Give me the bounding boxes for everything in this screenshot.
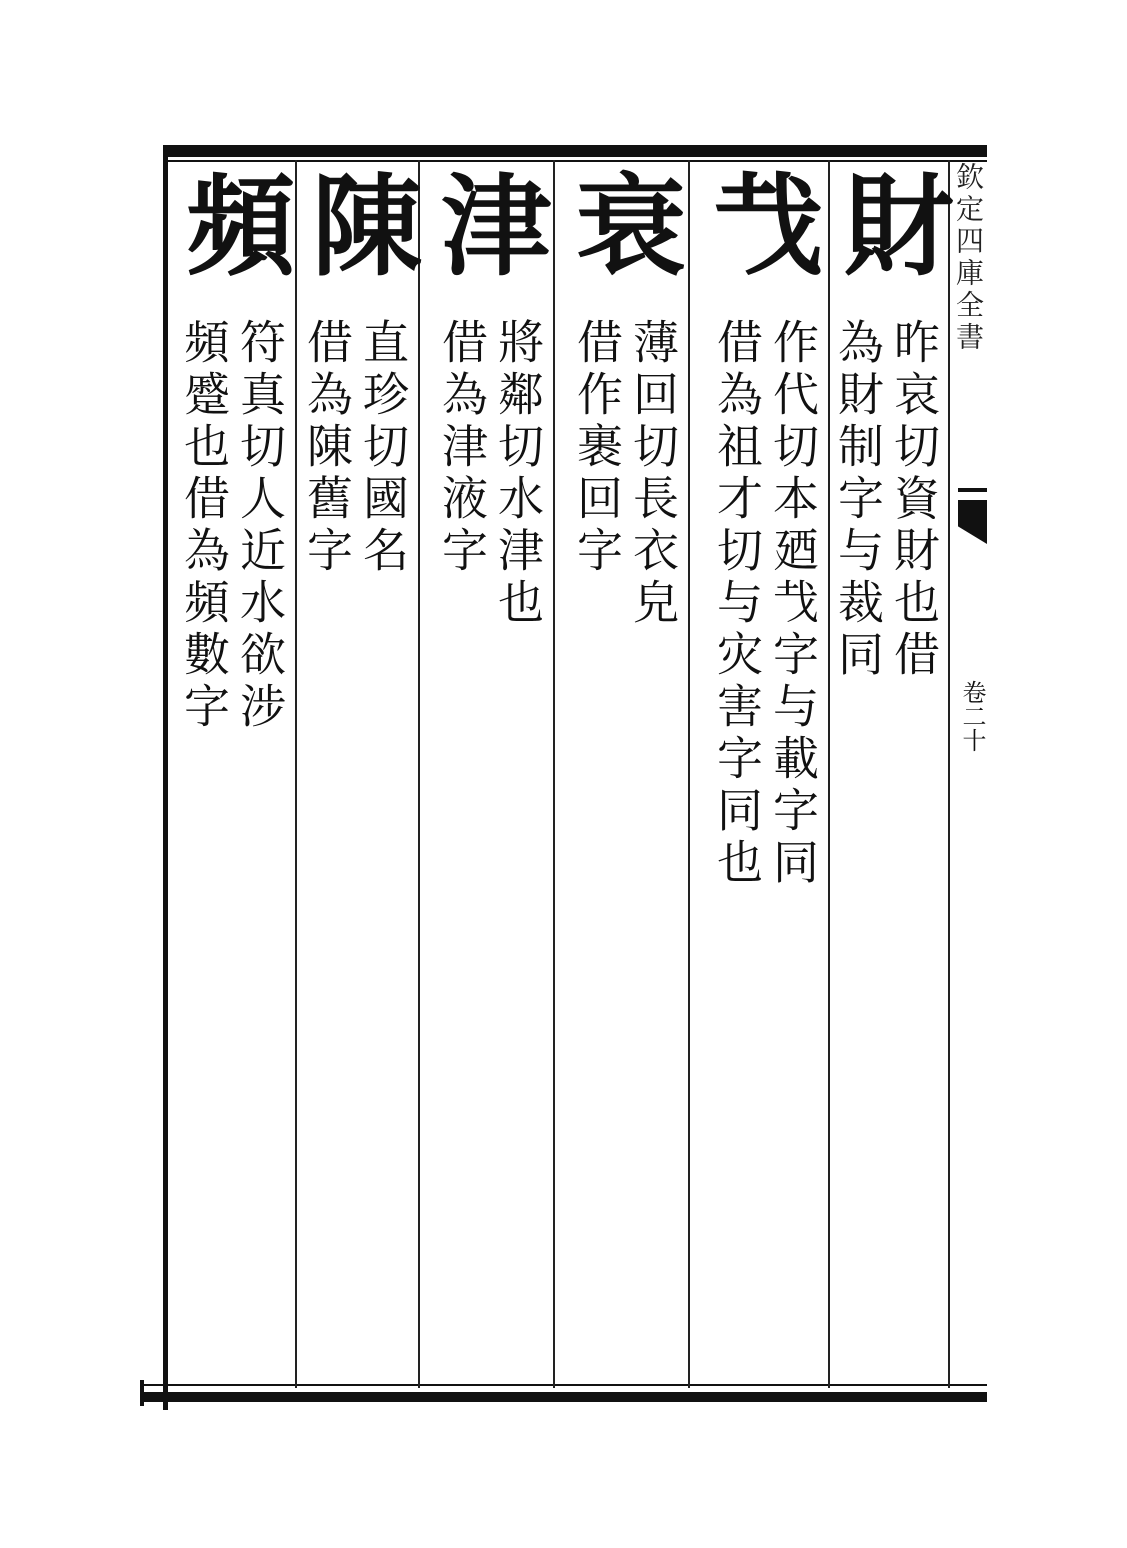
column-rule: [553, 160, 555, 1388]
gloss-line: 昨哀切資財也借: [887, 318, 941, 682]
entry-column: [294, 168, 423, 1383]
gloss-line: 符真切人近水欲涉: [233, 318, 287, 734]
frame-left-border: [163, 145, 168, 1410]
gloss-line: 借為津液字: [435, 318, 489, 578]
seal-headword: 頻: [168, 168, 297, 272]
seal-headword: 𢦏: [695, 168, 825, 272]
frame-top-border: [165, 145, 987, 157]
entry-column: [692, 168, 827, 1383]
book-title: 欽定四庫全書: [952, 162, 985, 354]
seal-headword: 財: [826, 168, 955, 272]
seal-headword: 衰: [558, 168, 687, 272]
column-rule: [688, 160, 690, 1388]
entry-column: [422, 168, 552, 1383]
gloss-line: 作代切本廼𢦏字与載字同: [766, 318, 820, 890]
frame-bottom-corner: [140, 1380, 144, 1406]
frame-top-inner-border: [165, 160, 987, 162]
seal-headword: 津: [423, 168, 552, 272]
column-rule: [295, 160, 297, 1388]
gloss-line: 借作裹回字: [570, 318, 624, 578]
gloss-line: 借為祖才切与灾害字同也: [710, 318, 764, 890]
volume-label: 卷二十: [958, 680, 986, 752]
entry-column: [826, 168, 955, 1383]
gloss-line: 頻蹙也借為頻數字: [177, 318, 231, 734]
seal-headword: 陳: [294, 168, 423, 272]
entry-column: [168, 168, 297, 1383]
frame-bottom-border: [140, 1392, 987, 1402]
fish-tail-line: [958, 488, 987, 492]
gloss-line: 將鄰切水津也: [491, 318, 545, 630]
gloss-line: 借為陳舊字: [300, 318, 354, 578]
gloss-line: 直珍切國名: [356, 318, 410, 578]
frame-bottom-inner-border: [140, 1384, 987, 1386]
gloss-line: 為財制字与裁同: [831, 318, 885, 682]
entry-column: [557, 168, 687, 1383]
column-rule: [418, 160, 420, 1388]
gloss-line: 薄回切長衣皃: [626, 318, 680, 630]
